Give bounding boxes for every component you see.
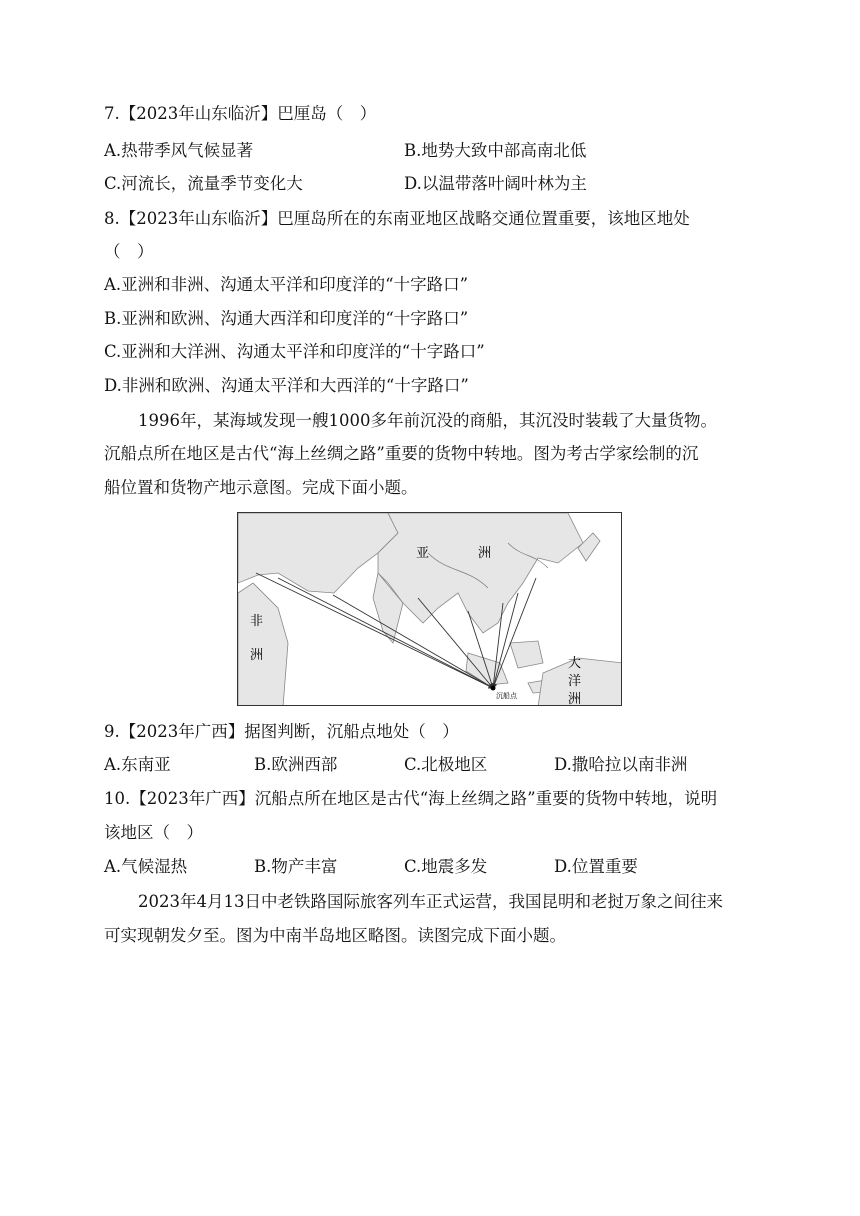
label-oceania-3: 洲 bbox=[568, 692, 582, 706]
q8-option-a: A.亚洲和非洲、沟通太平洋和印度洋的“十字路口” bbox=[104, 275, 469, 294]
q10-stem-line2: 该地区（ ） bbox=[104, 823, 203, 842]
passage2-line2: 可实现朝发夕至。图为中南半岛地区略图。读图完成下面小题。 bbox=[104, 926, 566, 945]
label-asia-1: 亚 bbox=[416, 546, 430, 561]
q7-option-a: A.热带季风气候显著 bbox=[104, 141, 254, 160]
wreck-point bbox=[491, 686, 496, 691]
q7-option-b: B.地势大致中部高南北低 bbox=[404, 141, 587, 160]
label-africa-2: 洲 bbox=[250, 648, 264, 663]
q8-stem-line1: 8.【2023年山东临沂】巴厘岛所在的东南亚地区战略交通位置重要，该地区地处 bbox=[104, 209, 690, 228]
q9-option-d: D.撒哈拉以南非洲 bbox=[554, 755, 688, 774]
label-africa-1: 非 bbox=[250, 614, 264, 629]
q10-option-c: C.地震多发 bbox=[404, 857, 488, 876]
africa-arabia-land bbox=[238, 513, 398, 593]
map-drawing bbox=[238, 513, 622, 706]
q7-option-c: C.河流长，流量季节变化大 bbox=[104, 174, 303, 193]
label-oceania-2: 洋 bbox=[568, 674, 582, 689]
q9-option-c: C.北极地区 bbox=[404, 755, 488, 774]
passage1-line1: 1996年，某海域发现一艘1000多年前沉没的商船，其沉没时装载了大量货物。 bbox=[138, 411, 717, 430]
q10-option-b: B.物产丰富 bbox=[254, 857, 338, 876]
q9-stem: 9.【2023年广西】据图判断，沉船点地处（ ） bbox=[104, 722, 459, 741]
q10-stem-line1: 10.【2023年广西】沉船点所在地区是古代“海上丝绸之路”重要的货物中转地，说明 bbox=[104, 789, 718, 808]
passage1-line2: 沉船点所在地区是古代“海上丝绸之路”重要的货物中转地。图为考古学家绘制的沉 bbox=[104, 444, 699, 463]
africa-east-land bbox=[238, 583, 288, 706]
q8-option-b: B.亚洲和欧洲、沟通大西洋和印度洋的“十字路口” bbox=[104, 309, 469, 328]
asia-land bbox=[378, 513, 583, 633]
label-oceania-1: 大 bbox=[568, 656, 582, 671]
japan-land bbox=[578, 533, 600, 561]
label-asia-2: 洲 bbox=[478, 546, 492, 561]
passage1-line3: 船位置和货物产地示意图。完成下面小题。 bbox=[104, 478, 418, 497]
q10-option-a: A.气候湿热 bbox=[104, 857, 188, 876]
q8-option-d: D.非洲和欧洲、沟通太平洋和大西洋的“十字路口” bbox=[104, 376, 469, 395]
q8-option-c: C.亚洲和大洋洲、沟通太平洋和印度洋的“十字路口” bbox=[104, 342, 485, 361]
q7-stem: 7.【2023年山东临沂】巴厘岛（ ） bbox=[104, 104, 377, 123]
q10-option-d: D.位置重要 bbox=[554, 857, 638, 876]
q8-stem-line2: （ ） bbox=[104, 242, 154, 261]
passage2-line1: 2023年4月13日中老铁路国际旅客列车正式运营，我国昆明和老挝万象之间往来 bbox=[138, 892, 723, 911]
q9-option-a: A.东南亚 bbox=[104, 755, 171, 774]
shipwreck-map bbox=[237, 512, 622, 706]
q9-option-b: B.欧洲西部 bbox=[254, 755, 338, 774]
label-wreck: 沉船点 bbox=[496, 692, 517, 700]
q7-option-d: D.以温带落叶阔叶林为主 bbox=[404, 174, 587, 193]
